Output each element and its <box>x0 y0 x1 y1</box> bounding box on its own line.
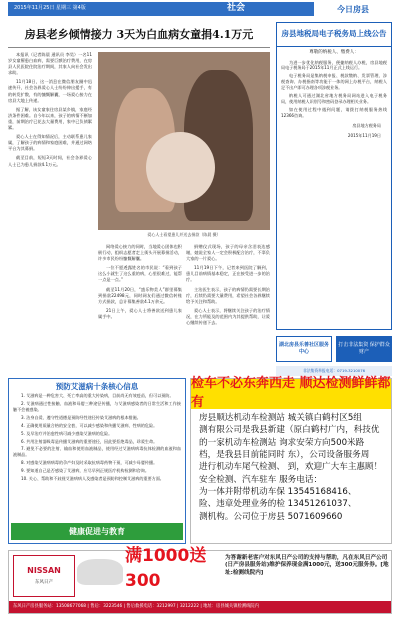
article-paragraph: 爱心人士在得知情况后，主动联系患儿家属，了解孩子的病情和家庭困难，并通过网络平台为其募捐。 <box>8 134 92 152</box>
article-paragraph: 一位不愿透露姓名的市民说：“看到孩子这么小就生了这么重的病，心里很难过，能帮一点是一点。” <box>98 265 182 283</box>
nissan-brand-sub: 东风日产 <box>35 580 53 586</box>
article-column-2 <box>98 244 182 374</box>
article-paragraph: 11月18日，这一消息在微信朋友圈中迅速传开，社会各界爱心人士纷纷伸出援手，有的转发扩散，有的慷慨解囊，一场爱心接力在房县大地上传递。 <box>8 79 92 103</box>
inspection-ad-title: 检车不必东奔西走 顺达检测鲜鲜都有 <box>191 376 391 410</box>
nissan-promo-text: 为答谢新老客户对东风日产公司的支持与帮助，凡在东风日产公司(日产房县服务站)维护保养现金满1000元，送300元服务券。[地址:检测线院内] <box>225 555 389 576</box>
aids-item: 10. 关心、帮助和不歧视艾滋病病人及感染者是预防和控制艾滋病的重要方面。 <box>21 476 164 482</box>
main-headline: 房县老乡倾情接力 3天为白血病女童捐4.1万元 <box>8 22 270 48</box>
aids-item: 9. 要知道自己是否感染了艾滋病，应尽早到正规医疗机构检测和咨询。 <box>21 468 150 474</box>
tax-notice-paragraph: 如在使用过程中遇到问题，请拨打纳税服务热线12366咨询。 <box>281 106 387 118</box>
aids-item: 8. 对感染艾滋病病毒的孕产妇及时采取抗病毒药物干预，可减少母婴传播。 <box>21 460 158 466</box>
aids-box-title: 预防艾滋病十条核心信息 <box>55 382 139 391</box>
aids-item: 2. 艾滋病通过性接触、血液和母婴三种途径传播，与艾滋病感染者的日常生活和工作接触不会被感染。 <box>13 400 181 412</box>
aids-item: 3. 洁身自爱、遵守性道德是预防经性途径传染艾滋病的根本措施。 <box>21 414 141 420</box>
tax-notice-paragraph: 纳税人可通过湖北省地方税务局网站进入电子税务局，使用纳税人识别号和密码登录办理相关业务。 <box>281 93 387 105</box>
community-ad: 湖北房县乐善社区服务中心 <box>276 336 332 362</box>
article-paragraph: 本报讯（记者陈晨 通讯员 李昊）一名11岁女童罹患白血病，需要巨额治疗费用，在房县人民医院住院治疗期间，其家人向社会发出求助。 <box>8 52 92 76</box>
aids-prevention-box <box>8 378 186 544</box>
aids-item: 6. 共用注射器吸毒是传播艾滋病的重要途径，因此要拒绝毒品，珍爱生命。 <box>21 438 158 444</box>
tax-notice-paragraph: 为进一步优化纳税服务，便捷纳税人办税，房县地税局电子税务局于2015年11月正式上线运行。 <box>281 59 387 71</box>
tax-notice-date: 2015年11月19日 <box>347 132 381 138</box>
article-paragraph: 据了解，该女童家住房县某乡镇，家庭经济条件困难。自今年以来，孩子的病情不断加重，前期治疗已花去大量费用，家中已负债累累。 <box>8 106 92 131</box>
inspection-ad-line: 测有限公司是我县新建（原白鹤村广内，科技优 <box>199 425 380 436</box>
aids-item: 5. 及早治疗并治愈性病可减少感染艾滋病的危险。 <box>21 430 113 436</box>
nissan-logo <box>13 555 75 597</box>
tax-notice-paragraph: 电子税务局是集纳税申报、税款缴纳、发票管理、涉税查询、办税指南等功能于一体的网上办税平台，纳税人足不出户即可办理各项涉税业务。 <box>281 73 387 91</box>
nissan-ad <box>8 546 392 614</box>
inspection-ad-line: 档，是我县目前能同时 东），公司设备服务周 <box>199 450 370 461</box>
tax-notice-signoff: 房县地方税务局 <box>352 122 381 128</box>
vehicle-inspection-ad <box>190 378 392 544</box>
aids-item: 7. 避免不必要的注射、输血和使用血液制品，使用经过艾滋病病毒抗体检测的血液和血液制品。 <box>13 446 181 458</box>
article-paragraph: 21日上午，爱心人士将善款送到患儿家属手中。 <box>98 307 182 319</box>
inspection-ad-line: 房县顺达机动车检测站 城关镇白鹤村区5组 <box>199 413 362 423</box>
aids-item: 4. 正确使用质量合格的安全套，可以减少感染和传播艾滋病、性病的危险。 <box>21 422 158 428</box>
tax-notice-title: 房县地税局电子税务局上线公告 <box>277 23 391 47</box>
car-image <box>77 559 123 585</box>
inspection-ad-line: 进行机动车尾气检测、 到，欢迎广大车主惠顾！ <box>199 462 383 473</box>
anti-fraud-ad: 打击非法集资 保护群众财产 <box>336 336 392 362</box>
article-paragraph: 11月19日下午，记者来到医院了解到，患儿目前病情基本稳定，正在接受进一步的治疗。 <box>186 265 270 283</box>
inspection-ad-line: 为一体并附带机动车保 13545168416、 <box>199 487 357 498</box>
article-paragraph: 捐赠仪式现场，孩子的母亲含泪表达感谢，她说全家人一定会积极配合治疗，不辜负大家的一片爱心。 <box>186 244 270 262</box>
nissan-contact-bar: 东风日产房县服务站：13508677068 | 售后：3223546 | 售后救援电话：3212997 | 3212222 | 地址：房县城关镇检测线院内 <box>9 601 391 613</box>
health-education-banner: 健康促进与教育 <box>11 523 183 540</box>
tax-notice-sidebar <box>276 22 392 330</box>
article-photo <box>98 52 270 230</box>
article-column-3 <box>186 244 270 374</box>
issue-date: 2015年11月25日 星期三 第4版 <box>14 5 86 12</box>
inspection-ad-line: 测机构。公司位于房县 5071609660 <box>199 511 343 522</box>
inspection-ad-line: 安全检测、汽车驻车 服务电话： <box>199 474 323 485</box>
aids-item: 1. 艾滋病是一种危害大、死亡率高的重大传染病，目前尚无有效疫苗，但可以预防。 <box>21 393 174 398</box>
inspection-ad-line: 的一家机动车检测站 询求安荣方向500米路 <box>199 437 365 448</box>
article-paragraph: 网络爱心接力的同时，当地爱心团体也积极行动，组织志愿者走上街头开展募捐活动，许多市民纷纷慷慨解囊。 <box>98 244 182 262</box>
masthead <box>8 2 392 16</box>
report-hotline-ad: 非法集资举报电话：0719-3210076 <box>276 366 392 376</box>
article-column-1 <box>8 52 92 374</box>
section-title: 社会 <box>226 3 245 14</box>
nissan-promo: 满1000送300 <box>125 546 207 591</box>
tax-notice-salutation: 尊敬的纳税人、缴费人： <box>309 50 359 55</box>
article-paragraph: 主治医生表示，孩子的病情仍需要长期治疗，后续仍需要大量费用，希望社会各界继续给予关注和帮助。 <box>186 286 270 304</box>
article-paragraph: 截至目前，短短3天时间，社会各界爱心人士已为患儿捐款4.1万元。 <box>8 155 92 167</box>
inspection-ad-line: 险、违章处理业务的检 13451261037、 <box>199 499 357 510</box>
photo-caption: 爱心人士看望患儿并送去捐款（陈晨 摄） <box>147 232 221 237</box>
nissan-brand: NISSAN <box>27 566 61 576</box>
article-paragraph: 爱心人士表示，将继续关注孩子的治疗情况，在力所能及的范围内为其提供帮助，让爱心继续传递下去。 <box>186 307 270 326</box>
newspaper-logo: 今日房县 <box>314 2 392 16</box>
article-paragraph: 截至11月20日，“盛乐物美人”群里募集到捐款22498元，同时网友们通过微信转账方式捐款，总计募集善款4.1万余元。 <box>98 286 182 304</box>
